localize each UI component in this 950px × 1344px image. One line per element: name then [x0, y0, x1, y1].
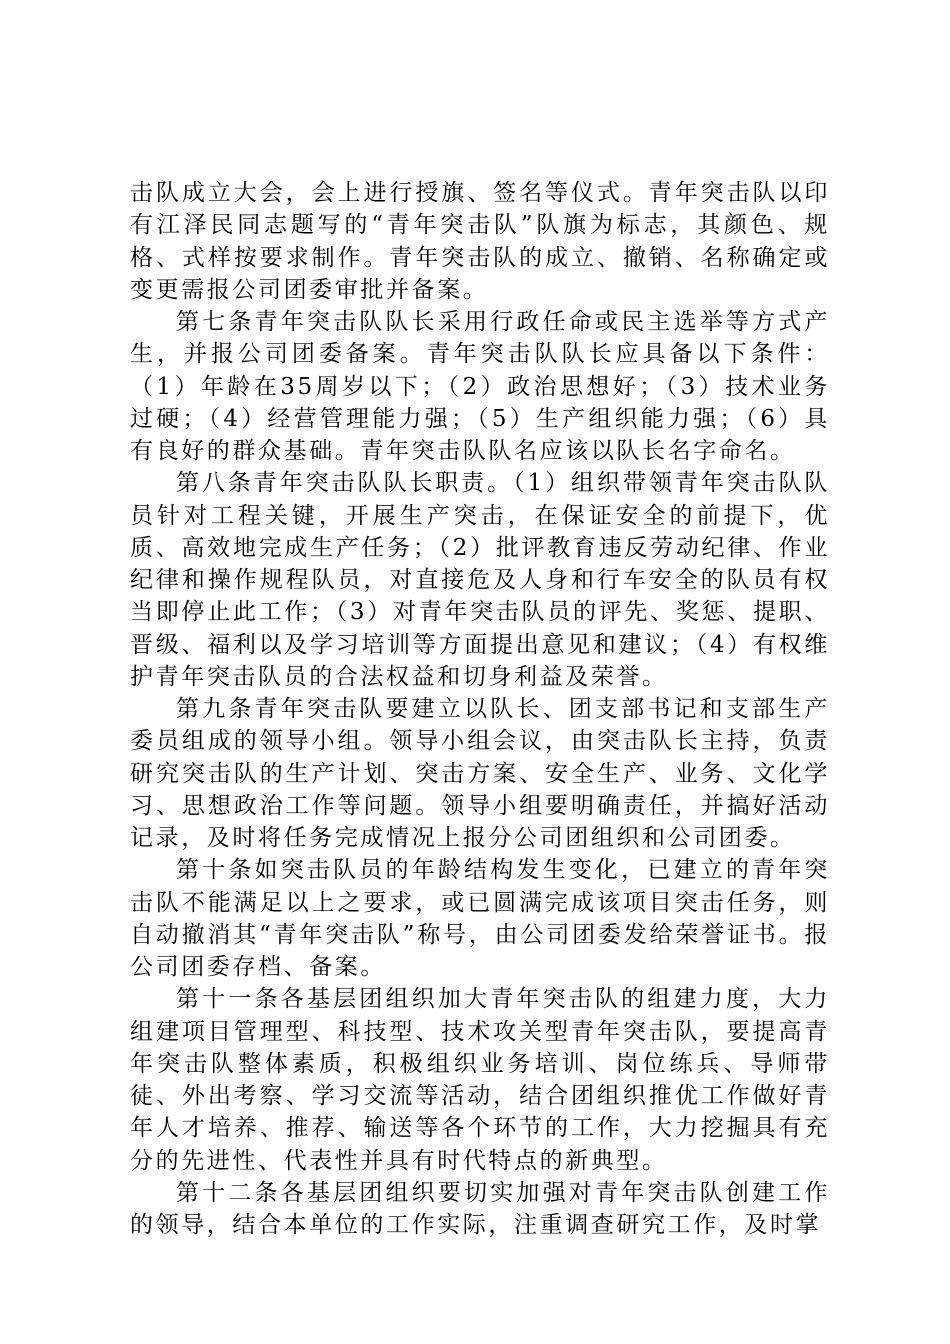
paragraph-article-11: 第十一条各基层团组织加大青年突击队的组建力度，大力组建项目管理型、科技型、技术攻关型青年突击队，要提高青年突击队整体素质，积极组织业务培训、岗位练兵、导师带徒、外出考察、学习交流等活动，结合团组织推优工作做好青年人才培养、推荐、输送等各个环节的工作，大力挖掘具有充分的先进性、代表性并具有时代特点的新典型。 [130, 986, 830, 1174]
document-body [130, 177, 830, 1241]
paragraph-article-8: 第八条青年突击队队长职责。（1）组织带领青年突击队队员针对工程关键，开展生产突击，在保证安全的前提下，优质、高效地完成生产任务；（2）批评教育违反劳动纪律、作业纪律和操作规程队员，对直接危及人身和行车安全的队员有权当即停止此工作；（3）对青年突击队员的评先、奖惩、提职、晋级、福利以及学习培训等方面提出意见和建议；（4）有权维护青年突击队员的合法权益和切身利益及荣誉。 [130, 470, 830, 690]
paragraph-article-12: 第十二条各基层团组织要切实加强对青年突击队创建工作的领导，结合本单位的工作实际，注重调查研究工作，及时掌 [130, 1179, 830, 1238]
paragraph-article-10: 第十条如突击队员的年龄结构发生变化，已建立的青年突击队不能满足以上之要求，或已圆满完成该项目突击任务，则自动撤消其“青年突击队”称号，由公司团委发给荣誉证书。报公司团委存档、备案。 [130, 857, 830, 980]
paragraph-continuation: 击队成立大会，会上进行授旗、签名等仪式。青年突击队以印有江泽民同志题写的“青年突击队”队旗为标志，其颜色、规格、式样按要求制作。青年突击队的成立、撤销、名称确定或变更需报公司团委审批并备案。 [130, 180, 830, 303]
paragraph-article-9: 第九条青年突击队要建立以队长、团支部书记和支部生产委员组成的领导小组。领导小组会议，由突击队长主持，负责研究突击队的生产计划、突击方案、安全生产、业务、文化学习、思想政治工作等问题。领导小组要明确责任，并搞好活动记录，及时将任务完成情况上报分公司团组织和公司团委。 [130, 696, 830, 851]
paragraph-article-7: 第七条青年突击队队长采用行政任命或民主选举等方式产生，并报公司团委备案。青年突击队队长应具备以下条件：（1）年龄在35周岁以下；（2）政治思想好；（3）技术业务过硬；（4）经营管理能力强；（5）生产组织能力强；（6）具有良好的群众基础。青年突击队队名应该以队长名字命名。 [130, 309, 830, 464]
